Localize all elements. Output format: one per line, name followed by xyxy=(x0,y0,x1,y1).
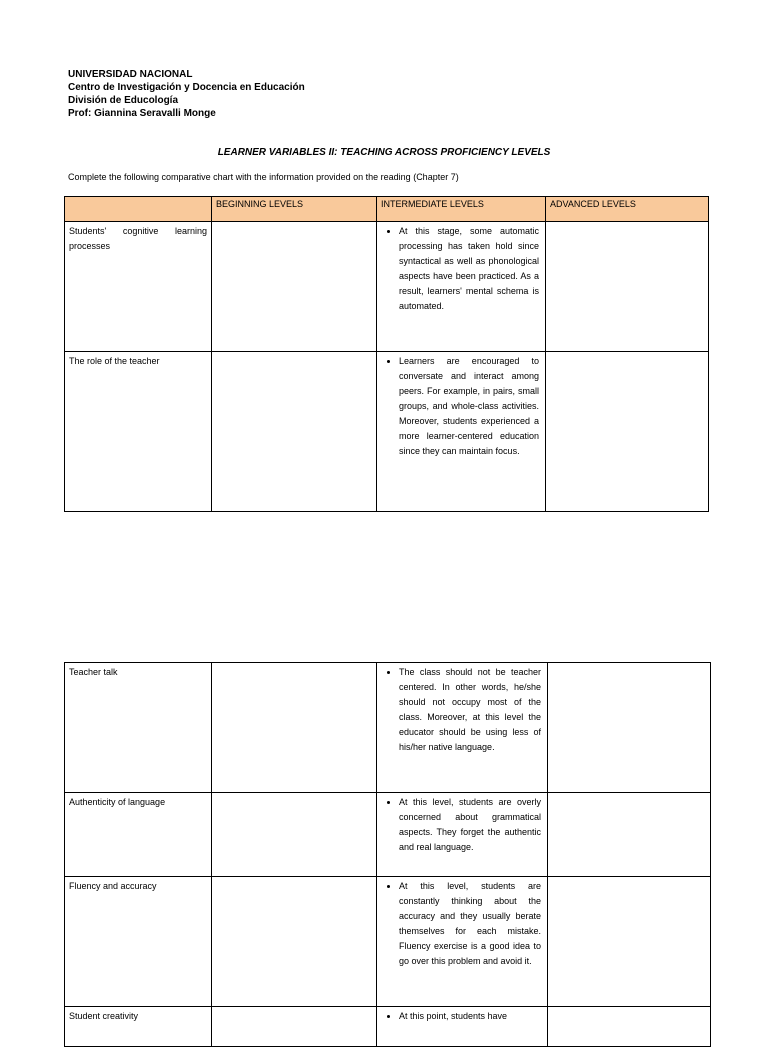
row-label: Student creativity xyxy=(65,1007,212,1047)
intermediate-bullet: • At this level, students are constantly thinking about the accuracy and they usually berate themselves for each mistake. Fluency exercise is a good idea to go over this problem and avoid it. xyxy=(399,879,541,969)
beginning-cell[interactable] xyxy=(212,1007,377,1047)
instructions: Complete the following comparative chart with the information provided on the reading (Chapter 7) xyxy=(68,172,459,182)
division-name: División de Educología xyxy=(68,95,179,106)
table-row xyxy=(65,663,711,793)
beginning-cell[interactable] xyxy=(212,877,377,1007)
comparative-chart-page1 xyxy=(64,196,709,512)
center-name: Centro de Investigación y Docencia en Educación xyxy=(68,82,305,93)
table-row xyxy=(65,877,711,1007)
beginning-cell[interactable] xyxy=(212,663,377,793)
row-label: Fluency and accuracy xyxy=(65,877,212,1007)
advanced-cell[interactable] xyxy=(546,222,709,352)
intermediate-bullet: • At this point, students have xyxy=(399,1009,541,1024)
intermediate-cell[interactable] xyxy=(377,877,548,1007)
intermediate-cell[interactable] xyxy=(377,222,546,352)
comparative-chart-page2 xyxy=(64,662,711,1047)
intermediate-bullet: • At this level, students are overly concerned about grammatical aspects. They forget the authentic and real language. xyxy=(399,795,541,855)
university-name: UNIVERSIDAD NACIONAL xyxy=(68,69,193,80)
beginning-cell[interactable] xyxy=(212,793,377,877)
row-label: Teacher talk xyxy=(65,663,212,793)
intermediate-cell[interactable] xyxy=(377,1007,548,1047)
beginning-cell[interactable] xyxy=(212,352,377,512)
row-label: Authenticity of language xyxy=(65,793,212,877)
intermediate-cell[interactable] xyxy=(377,663,548,793)
advanced-cell[interactable] xyxy=(548,877,711,1007)
row-label: Students' cognitive learning processes xyxy=(65,222,212,352)
intermediate-cell[interactable] xyxy=(377,793,548,877)
table-row xyxy=(65,1007,711,1047)
document-title: LEARNER VARIABLES II: TEACHING ACROSS PROFICIENCY LEVELS xyxy=(217,147,551,158)
header-cell-empty xyxy=(65,197,212,222)
row-label: The role of the teacher xyxy=(65,352,212,512)
intermediate-bullet: • Learners are encouraged to conversate and interact among peers. For example, in pairs, small groups, and whole-class activities. Moreover, students experienced a more learner-centered education since they can maintain focus. xyxy=(399,354,539,459)
advanced-cell[interactable] xyxy=(548,793,711,877)
advanced-cell[interactable] xyxy=(546,352,709,512)
institution-header xyxy=(68,68,305,120)
intermediate-cell[interactable] xyxy=(377,352,546,512)
table-row xyxy=(65,793,711,877)
header-beginning-levels: BEGINNING LEVELS xyxy=(212,197,377,222)
table-row xyxy=(65,352,709,512)
intermediate-bullet: • At this stage, some automatic processing has taken hold since syntactical as well as phonological aspects have been practiced. As a result, learners' mental schema is automated. xyxy=(399,224,539,314)
header-intermediate-levels: INTERMEDIATE LEVELS xyxy=(377,197,546,222)
beginning-cell[interactable] xyxy=(212,222,377,352)
professor-name: Prof: Giannina Seravalli Monge xyxy=(68,108,216,119)
intermediate-bullet: • The class should not be teacher centered. In other words, he/she should not occupy most of the class. Moreover, at this level the educator should be using less of his/her native language. xyxy=(399,665,541,755)
table-row xyxy=(65,222,709,352)
header-advanced-levels: ADVANCED LEVELS xyxy=(546,197,709,222)
advanced-cell[interactable] xyxy=(548,663,711,793)
advanced-cell[interactable] xyxy=(548,1007,711,1047)
header-row xyxy=(65,197,709,222)
